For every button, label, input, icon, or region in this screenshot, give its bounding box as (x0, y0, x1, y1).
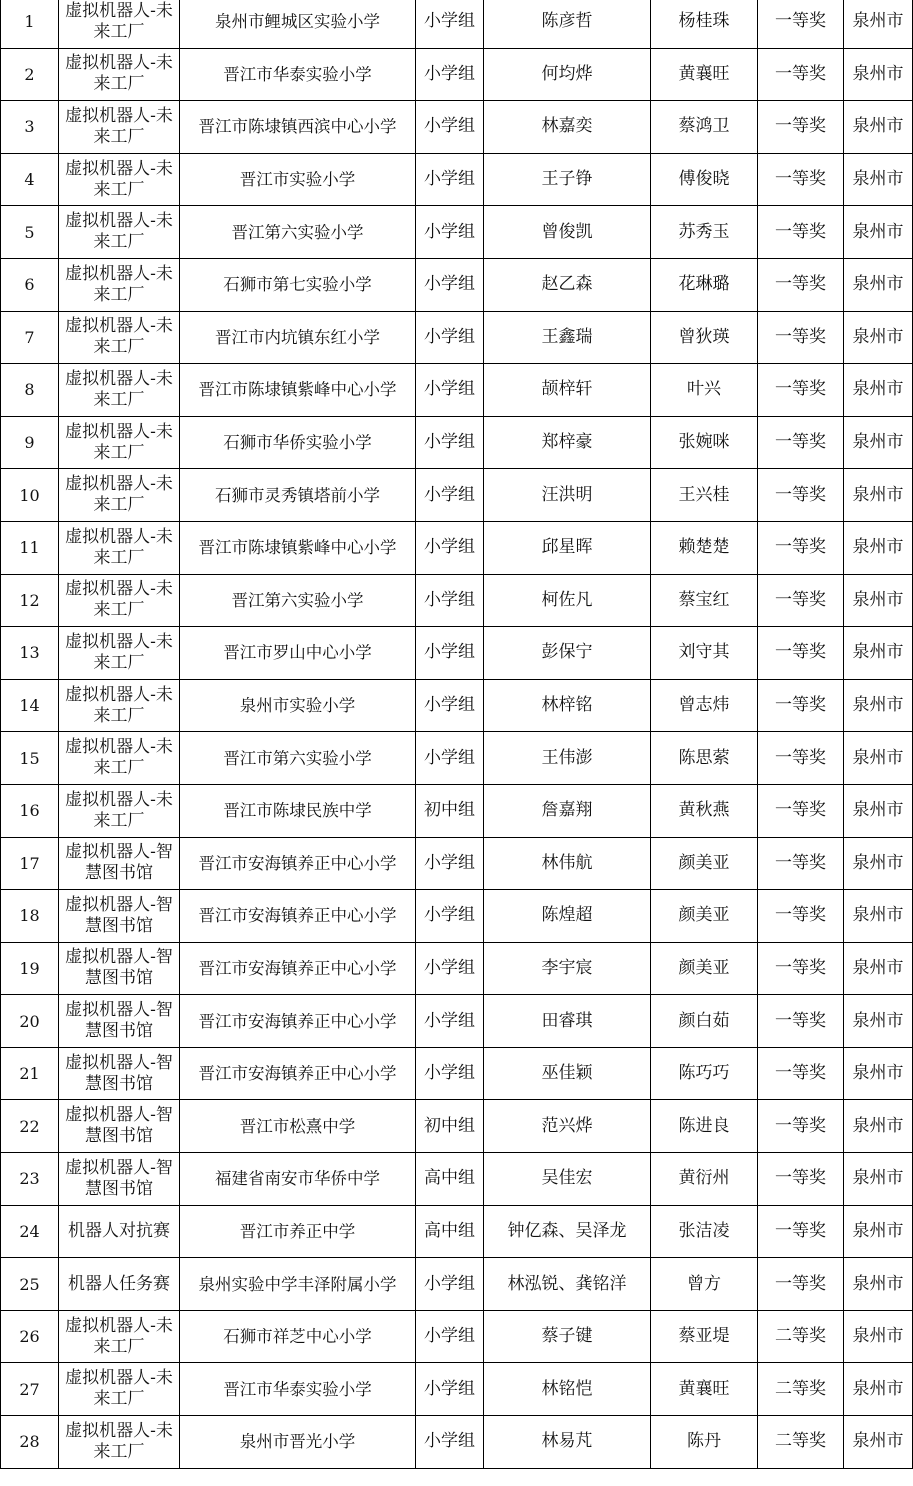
student-cell: 林梓铭 (484, 679, 651, 732)
group-cell: 初中组 (416, 1100, 484, 1153)
row-number-cell: 6 (1, 258, 59, 311)
student-cell: 钟亿森、吴泽龙 (484, 1205, 651, 1258)
row-number-cell: 4 (1, 153, 59, 206)
award-cell: 一等奖 (758, 1153, 844, 1206)
teacher-cell: 王兴桂 (651, 469, 758, 522)
school-cell: 泉州市实验小学 (180, 679, 416, 732)
group-cell: 小学组 (416, 1047, 484, 1100)
group-cell: 小学组 (416, 416, 484, 469)
city-cell: 泉州市 (844, 101, 913, 154)
group-cell: 小学组 (416, 153, 484, 206)
award-cell: 一等奖 (758, 1047, 844, 1100)
table-row (1, 258, 913, 311)
award-cell: 一等奖 (758, 311, 844, 364)
row-number-cell: 8 (1, 364, 59, 417)
row-number-cell: 25 (1, 1258, 59, 1311)
student-cell: 柯佐凡 (484, 574, 651, 627)
row-number-cell: 10 (1, 469, 59, 522)
award-cell: 一等奖 (758, 416, 844, 469)
row-number-cell: 1 (1, 0, 59, 48)
table-row (1, 1258, 913, 1311)
city-cell: 泉州市 (844, 521, 913, 574)
group-cell: 小学组 (416, 469, 484, 522)
teacher-cell: 曾狄瑛 (651, 311, 758, 364)
group-cell: 高中组 (416, 1205, 484, 1258)
teacher-cell: 陈进良 (651, 1100, 758, 1153)
teacher-cell: 蔡亚堤 (651, 1310, 758, 1363)
student-cell: 王子铮 (484, 153, 651, 206)
student-cell: 赵乙森 (484, 258, 651, 311)
teacher-cell: 苏秀玉 (651, 206, 758, 259)
event-cell: 虚拟机器人-智慧图书馆 (59, 837, 180, 890)
award-cell: 一等奖 (758, 1205, 844, 1258)
teacher-cell: 颜美亚 (651, 837, 758, 890)
school-cell: 晋江第六实验小学 (180, 206, 416, 259)
row-number-cell: 24 (1, 1205, 59, 1258)
school-cell: 石狮市灵秀镇塔前小学 (180, 469, 416, 522)
city-cell: 泉州市 (844, 416, 913, 469)
award-cell: 一等奖 (758, 890, 844, 943)
event-cell: 虚拟机器人-未来工厂 (59, 0, 180, 48)
award-cell: 二等奖 (758, 1363, 844, 1416)
teacher-cell: 刘守其 (651, 627, 758, 680)
teacher-cell: 杨桂珠 (651, 0, 758, 48)
event-cell: 虚拟机器人-智慧图书馆 (59, 942, 180, 995)
student-cell: 陈煌超 (484, 890, 651, 943)
award-cell: 一等奖 (758, 942, 844, 995)
group-cell: 初中组 (416, 784, 484, 837)
table-row (1, 679, 913, 732)
table-row (1, 364, 913, 417)
teacher-cell: 花琳璐 (651, 258, 758, 311)
city-cell: 泉州市 (844, 1416, 913, 1469)
row-number-cell: 9 (1, 416, 59, 469)
row-number-cell: 28 (1, 1416, 59, 1469)
city-cell: 泉州市 (844, 1205, 913, 1258)
student-cell: 邱星晖 (484, 521, 651, 574)
row-number-cell: 17 (1, 837, 59, 890)
teacher-cell: 蔡宝红 (651, 574, 758, 627)
event-cell: 机器人对抗赛 (59, 1205, 180, 1258)
table-row (1, 416, 913, 469)
event-cell: 虚拟机器人-未来工厂 (59, 521, 180, 574)
row-number-cell: 5 (1, 206, 59, 259)
event-cell: 虚拟机器人-未来工厂 (59, 574, 180, 627)
school-cell: 晋江市安海镇养正中心小学 (180, 890, 416, 943)
group-cell: 小学组 (416, 521, 484, 574)
teacher-cell: 黄秋燕 (651, 784, 758, 837)
table-row (1, 1100, 913, 1153)
city-cell: 泉州市 (844, 1363, 913, 1416)
table-row (1, 784, 913, 837)
student-cell: 巫佳颖 (484, 1047, 651, 1100)
event-cell: 虚拟机器人-未来工厂 (59, 627, 180, 680)
city-cell: 泉州市 (844, 48, 913, 101)
student-cell: 何均烨 (484, 48, 651, 101)
school-cell: 晋江市陈埭镇紫峰中心小学 (180, 521, 416, 574)
row-number-cell: 14 (1, 679, 59, 732)
student-cell: 林易芃 (484, 1416, 651, 1469)
teacher-cell: 曾志炜 (651, 679, 758, 732)
city-cell: 泉州市 (844, 0, 913, 48)
row-number-cell: 3 (1, 101, 59, 154)
table-row (1, 574, 913, 627)
event-cell: 虚拟机器人-未来工厂 (59, 469, 180, 522)
student-cell: 吴佳宏 (484, 1153, 651, 1206)
city-cell: 泉州市 (844, 890, 913, 943)
row-number-cell: 12 (1, 574, 59, 627)
school-cell: 晋江市内坑镇东红小学 (180, 311, 416, 364)
group-cell: 高中组 (416, 1153, 484, 1206)
school-cell: 晋江市安海镇养正中心小学 (180, 837, 416, 890)
teacher-cell: 曾方 (651, 1258, 758, 1311)
group-cell: 小学组 (416, 258, 484, 311)
award-cell: 一等奖 (758, 258, 844, 311)
city-cell: 泉州市 (844, 837, 913, 890)
row-number-cell: 26 (1, 1310, 59, 1363)
city-cell: 泉州市 (844, 364, 913, 417)
teacher-cell: 颜美亚 (651, 890, 758, 943)
student-cell: 彭保宁 (484, 627, 651, 680)
row-number-cell: 20 (1, 995, 59, 1048)
school-cell: 泉州市鲤城区实验小学 (180, 0, 416, 48)
row-number-cell: 11 (1, 521, 59, 574)
event-cell: 虚拟机器人-智慧图书馆 (59, 995, 180, 1048)
teacher-cell: 陈丹 (651, 1416, 758, 1469)
school-cell: 晋江市罗山中心小学 (180, 627, 416, 680)
table-body (1, 0, 913, 1468)
city-cell: 泉州市 (844, 1047, 913, 1100)
table-row (1, 469, 913, 522)
table-row (1, 0, 913, 48)
table-row (1, 1416, 913, 1469)
city-cell: 泉州市 (844, 1310, 913, 1363)
group-cell: 小学组 (416, 0, 484, 48)
school-cell: 福建省南安市华侨中学 (180, 1153, 416, 1206)
city-cell: 泉州市 (844, 995, 913, 1048)
student-cell: 颉梓轩 (484, 364, 651, 417)
school-cell: 泉州实验中学丰泽附属小学 (180, 1258, 416, 1311)
group-cell: 小学组 (416, 364, 484, 417)
school-cell: 泉州市晋光小学 (180, 1416, 416, 1469)
row-number-cell: 15 (1, 732, 59, 785)
table-row (1, 48, 913, 101)
teacher-cell: 张婉咪 (651, 416, 758, 469)
teacher-cell: 蔡鸿卫 (651, 101, 758, 154)
award-cell: 一等奖 (758, 574, 844, 627)
award-cell: 一等奖 (758, 0, 844, 48)
student-cell: 范兴烨 (484, 1100, 651, 1153)
award-cell: 一等奖 (758, 995, 844, 1048)
city-cell: 泉州市 (844, 311, 913, 364)
event-cell: 虚拟机器人-智慧图书馆 (59, 1153, 180, 1206)
award-cell: 二等奖 (758, 1310, 844, 1363)
event-cell: 虚拟机器人-未来工厂 (59, 258, 180, 311)
school-cell: 晋江市安海镇养正中心小学 (180, 942, 416, 995)
group-cell: 小学组 (416, 732, 484, 785)
teacher-cell: 颜白茹 (651, 995, 758, 1048)
student-cell: 王伟澎 (484, 732, 651, 785)
student-cell: 曾俊凯 (484, 206, 651, 259)
group-cell: 小学组 (416, 48, 484, 101)
teacher-cell: 叶兴 (651, 364, 758, 417)
city-cell: 泉州市 (844, 469, 913, 522)
row-number-cell: 22 (1, 1100, 59, 1153)
teacher-cell: 傅俊晓 (651, 153, 758, 206)
table-row (1, 153, 913, 206)
teacher-cell: 陈思萦 (651, 732, 758, 785)
school-cell: 晋江市实验小学 (180, 153, 416, 206)
city-cell: 泉州市 (844, 153, 913, 206)
event-cell: 虚拟机器人-未来工厂 (59, 679, 180, 732)
award-cell: 一等奖 (758, 732, 844, 785)
event-cell: 虚拟机器人-未来工厂 (59, 206, 180, 259)
city-cell: 泉州市 (844, 784, 913, 837)
award-cell: 一等奖 (758, 206, 844, 259)
row-number-cell: 13 (1, 627, 59, 680)
city-cell: 泉州市 (844, 1258, 913, 1311)
group-cell: 小学组 (416, 995, 484, 1048)
award-cell: 二等奖 (758, 1416, 844, 1469)
row-number-cell: 21 (1, 1047, 59, 1100)
group-cell: 小学组 (416, 890, 484, 943)
teacher-cell: 陈巧巧 (651, 1047, 758, 1100)
table-row (1, 101, 913, 154)
group-cell: 小学组 (416, 1310, 484, 1363)
group-cell: 小学组 (416, 1363, 484, 1416)
event-cell: 机器人任务赛 (59, 1258, 180, 1311)
student-cell: 王鑫瑞 (484, 311, 651, 364)
award-cell: 一等奖 (758, 679, 844, 732)
row-number-cell: 16 (1, 784, 59, 837)
school-cell: 晋江市陈埭镇紫峰中心小学 (180, 364, 416, 417)
table-row (1, 995, 913, 1048)
award-cell: 一等奖 (758, 1258, 844, 1311)
table-row (1, 1310, 913, 1363)
event-cell: 虚拟机器人-智慧图书馆 (59, 1100, 180, 1153)
teacher-cell: 颜美亚 (651, 942, 758, 995)
group-cell: 小学组 (416, 679, 484, 732)
school-cell: 石狮市祥芝中心小学 (180, 1310, 416, 1363)
city-cell: 泉州市 (844, 1100, 913, 1153)
city-cell: 泉州市 (844, 627, 913, 680)
award-cell: 一等奖 (758, 627, 844, 680)
event-cell: 虚拟机器人-未来工厂 (59, 732, 180, 785)
table-row (1, 1047, 913, 1100)
student-cell: 詹嘉翔 (484, 784, 651, 837)
school-cell: 晋江市安海镇养正中心小学 (180, 995, 416, 1048)
school-cell: 晋江市陈埭镇西滨中心小学 (180, 101, 416, 154)
event-cell: 虚拟机器人-未来工厂 (59, 1363, 180, 1416)
school-cell: 晋江市养正中学 (180, 1205, 416, 1258)
group-cell: 小学组 (416, 627, 484, 680)
school-cell: 晋江市华泰实验小学 (180, 48, 416, 101)
award-cell: 一等奖 (758, 784, 844, 837)
student-cell: 田睿琪 (484, 995, 651, 1048)
teacher-cell: 黄襄旺 (651, 1363, 758, 1416)
award-cell: 一等奖 (758, 364, 844, 417)
group-cell: 小学组 (416, 311, 484, 364)
award-cell: 一等奖 (758, 521, 844, 574)
teacher-cell: 黄衍州 (651, 1153, 758, 1206)
student-cell: 汪洪明 (484, 469, 651, 522)
student-cell: 蔡子键 (484, 1310, 651, 1363)
row-number-cell: 18 (1, 890, 59, 943)
award-cell: 一等奖 (758, 101, 844, 154)
table-row (1, 1153, 913, 1206)
school-cell: 石狮市华侨实验小学 (180, 416, 416, 469)
student-cell: 林嘉奕 (484, 101, 651, 154)
city-cell: 泉州市 (844, 732, 913, 785)
table-row (1, 890, 913, 943)
group-cell: 小学组 (416, 837, 484, 890)
group-cell: 小学组 (416, 942, 484, 995)
group-cell: 小学组 (416, 574, 484, 627)
student-cell: 林泓锐、龚铭洋 (484, 1258, 651, 1311)
city-cell: 泉州市 (844, 942, 913, 995)
group-cell: 小学组 (416, 101, 484, 154)
school-cell: 晋江市华泰实验小学 (180, 1363, 416, 1416)
school-cell: 晋江市第六实验小学 (180, 732, 416, 785)
city-cell: 泉州市 (844, 206, 913, 259)
school-cell: 石狮市第七实验小学 (180, 258, 416, 311)
event-cell: 虚拟机器人-智慧图书馆 (59, 890, 180, 943)
event-cell: 虚拟机器人-未来工厂 (59, 1416, 180, 1469)
award-cell: 一等奖 (758, 48, 844, 101)
student-cell: 林伟航 (484, 837, 651, 890)
group-cell: 小学组 (416, 206, 484, 259)
event-cell: 虚拟机器人-未来工厂 (59, 416, 180, 469)
table-row (1, 732, 913, 785)
award-cell: 一等奖 (758, 1100, 844, 1153)
city-cell: 泉州市 (844, 574, 913, 627)
event-cell: 虚拟机器人-未来工厂 (59, 153, 180, 206)
teacher-cell: 赖楚楚 (651, 521, 758, 574)
school-cell: 晋江市松熹中学 (180, 1100, 416, 1153)
event-cell: 虚拟机器人-未来工厂 (59, 784, 180, 837)
event-cell: 虚拟机器人-未来工厂 (59, 1310, 180, 1363)
teacher-cell: 张洁凌 (651, 1205, 758, 1258)
group-cell: 小学组 (416, 1258, 484, 1311)
student-cell: 郑梓豪 (484, 416, 651, 469)
city-cell: 泉州市 (844, 679, 913, 732)
row-number-cell: 23 (1, 1153, 59, 1206)
city-cell: 泉州市 (844, 1153, 913, 1206)
award-cell: 一等奖 (758, 469, 844, 522)
award-cell: 一等奖 (758, 837, 844, 890)
school-cell: 晋江第六实验小学 (180, 574, 416, 627)
student-cell: 李宇宸 (484, 942, 651, 995)
table-row (1, 206, 913, 259)
table-row (1, 837, 913, 890)
row-number-cell: 7 (1, 311, 59, 364)
event-cell: 虚拟机器人-未来工厂 (59, 311, 180, 364)
table-row (1, 521, 913, 574)
event-cell: 虚拟机器人-未来工厂 (59, 48, 180, 101)
table-row (1, 1363, 913, 1416)
student-cell: 林铭恺 (484, 1363, 651, 1416)
school-cell: 晋江市安海镇养正中心小学 (180, 1047, 416, 1100)
award-cell: 一等奖 (758, 153, 844, 206)
event-cell: 虚拟机器人-未来工厂 (59, 101, 180, 154)
table-row (1, 942, 913, 995)
teacher-cell: 黄襄旺 (651, 48, 758, 101)
event-cell: 虚拟机器人-未来工厂 (59, 364, 180, 417)
row-number-cell: 19 (1, 942, 59, 995)
city-cell: 泉州市 (844, 258, 913, 311)
row-number-cell: 2 (1, 48, 59, 101)
table-row (1, 1205, 913, 1258)
table-row (1, 311, 913, 364)
group-cell: 小学组 (416, 1416, 484, 1469)
school-cell: 晋江市陈埭民族中学 (180, 784, 416, 837)
event-cell: 虚拟机器人-智慧图书馆 (59, 1047, 180, 1100)
table-row (1, 627, 913, 680)
row-number-cell: 27 (1, 1363, 59, 1416)
student-cell: 陈彦哲 (484, 0, 651, 48)
